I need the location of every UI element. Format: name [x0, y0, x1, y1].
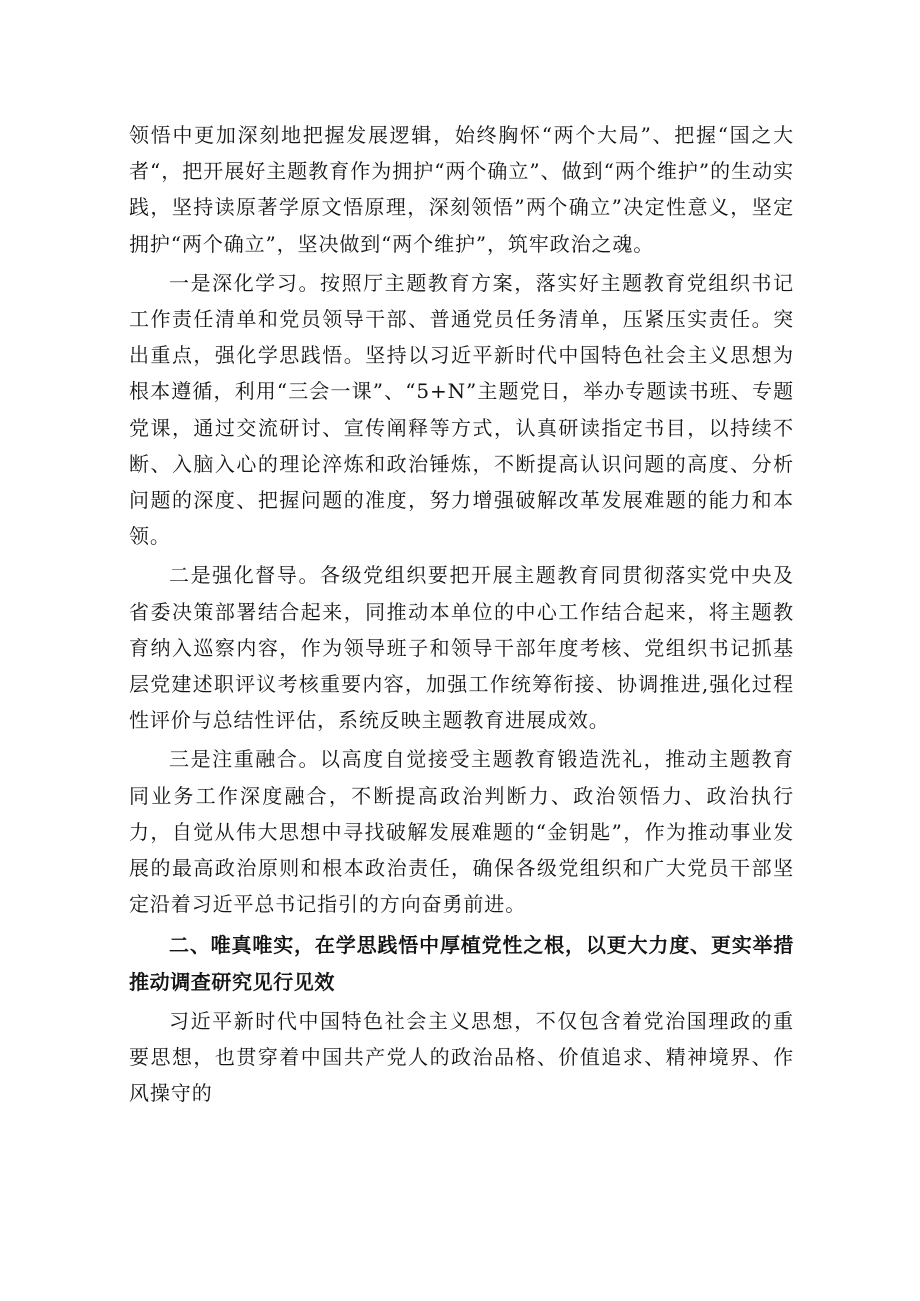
paragraph-deepen-study: 一是深化学习。按照厅主题教育方案，落实好主题教育党组织书记工作责任清单和党员领导干部、普通党员任务清单，压紧压实责任。突出重点，强化学思践悟。坚持以习近平新时代中国特色社会主义思想为根本遵循，利用“三会一课”、“5+N”主题党日，举办专题读书班、专题党课，通过交流研讨、宣传阐释等方式，认真研读指定书目，以持续不断、入脑入心的理论淬炼和政治锤炼，不断提高认识问题的高度、分析问题的深度、把握问题的准度，努力增强破解改革发展难题的能力和本领。: [129, 270, 794, 549]
document-body: [129, 117, 794, 1111]
paragraph-focus-integration: 三是注重融合。以高度自觉接受主题教育锻造洗礼，推动主题教育同业务工作深度融合，不断提高政治判断力、政治领悟力、政治执行力，自觉从伟大思想中寻找破解发展难题的“金钥匙”，作为推动事业发展的最高政治原则和根本政治责任，确保各级党组织和广大党员干部坚定沿着习近平总书记指引的方向奋勇前进。: [129, 747, 794, 917]
paragraph-continuation: 领悟中更加深刻地把握发展逻辑，始终胸怀“两个大局”、把握“国之大者“，把开展好主题教育作为拥护“两个确立”、做到“两个维护”的生动实践，坚持读原著学原文悟原理，深刻领悟”两个确立”决定性意义，坚定拥护“两个确立”，坚决做到“两个维护”，筑牢政治之魂。: [129, 123, 794, 256]
section-heading: 二、唯真唯实，在学思践悟中厚植党性之根，以更大力度、更实举措推动调查研究见行见效: [129, 933, 794, 994]
paragraph-strengthen-supervision: 二是强化督导。各级党组织要把开展主题教育同贯彻落实党中央及省委决策部署结合起来，同推动本单位的中心工作结合起来，将主题教育纳入巡察内容，作为领导班子和领导干部年度考核、党组织书记抓基层党建述职评议考核重要内容，加强工作统筹衔接、协调推进,强化过程性评价与总结性评估，系统反映主题教育进展成效。: [129, 563, 794, 733]
paragraph-section-intro: 习近平新时代中国特色社会主义思想，不仅包含着党治国理政的重要思想，也贯穿着中国共产党人的政治品格、价值追求、精神境界、作风操守的: [129, 1008, 794, 1106]
